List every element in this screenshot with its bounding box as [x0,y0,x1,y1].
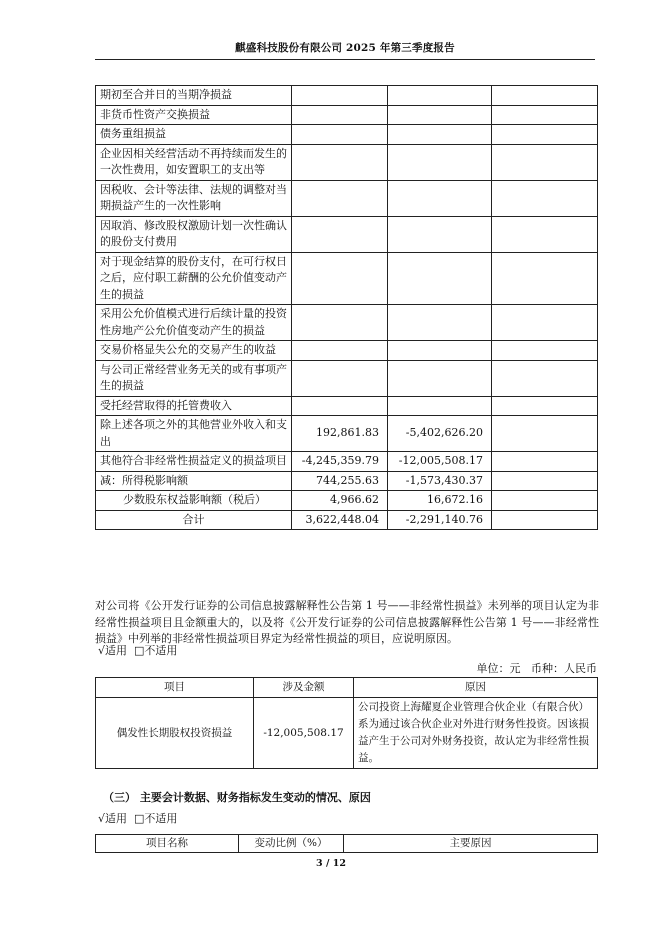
non-recurring-items-table [95,85,598,530]
value-cell [492,305,598,341]
item-cell: 合计 [96,510,292,530]
value-cell: -1,573,430.37 [388,471,492,491]
table-row [96,452,598,472]
header-divider [95,59,595,60]
value-cell [492,180,598,216]
identified-items-table [95,677,598,769]
page-number: 3 / 12 [316,858,346,869]
value-cell [492,396,598,416]
table-header-row [96,835,598,853]
value-cell [292,216,388,252]
value-cell [492,86,598,106]
value-cell [492,491,598,511]
not-applicable-label: 不适用 [144,812,178,825]
value-cell: 192,861.83 [292,416,388,452]
item-cell: 少数股东权益影响额（税后） [96,491,292,511]
table-row [96,180,598,216]
value-cell [492,125,598,145]
value-cell [492,452,598,472]
table-row [96,86,598,106]
value-cell [492,105,598,125]
change-items-table [95,834,598,853]
value-cell [388,360,492,396]
table-row [96,510,598,530]
item-cell: 因取消、修改股权激励计划一次性确认的股份支付费用 [96,216,292,252]
unchecked-box-icon: □ [134,644,145,657]
value-cell [388,305,492,341]
value-cell [492,144,598,180]
value-cell [388,144,492,180]
units-line [477,660,598,676]
item-cell: 采用公允价值模式进行后续计量的投资性房地产公允价值变动产生的损益 [96,305,292,341]
value-cell [388,396,492,416]
value-cell [292,86,388,106]
value-cell [388,252,492,305]
table-row [96,305,598,341]
header-cell: 主要原因 [344,835,598,853]
table-row [96,491,598,511]
item-cell: 债务重组损益 [96,125,292,145]
value-cell [292,360,388,396]
item-cell: 除上述各项之外的其他营业外收入和支出 [96,416,292,452]
item-cell: 减：所得税影响额 [96,471,292,491]
value-cell: -12,005,508.17 [388,452,492,472]
table-row [96,144,598,180]
table-row [96,105,598,125]
amount-cell: -12,005,508.17 [254,698,354,769]
currency-label: 币种：人民币 [531,662,597,675]
item-cell: 其他符合非经常性损益定义的损益项目 [96,452,292,472]
value-cell: -2,291,140.76 [388,510,492,530]
header-cell: 涉及金额 [254,678,354,698]
value-cell [492,341,598,361]
header-cell: 变动比例（%） [239,835,344,853]
table-row [96,396,598,416]
checked-mark: √ [98,812,106,825]
item-cell: 期初至合并日的当期净损益 [96,86,292,106]
checked-mark: √ [98,644,106,657]
item-cell: 企业因相关经营活动不再持续而发生的一次性费用，如安置职工的支出等 [96,144,292,180]
value-cell: -4,245,359.79 [292,452,388,472]
value-cell [388,105,492,125]
section-title: （三） 主要会计数据、财务指标发生变动的情况、原因 [103,791,371,804]
table-row [96,125,598,145]
header-cell: 原因 [354,678,598,698]
applicable-label: 适用 [105,812,128,825]
table-row [96,360,598,396]
value-cell [492,360,598,396]
item-cell: 非货币性资产交换损益 [96,105,292,125]
value-cell: 744,255.63 [292,471,388,491]
value-cell [292,396,388,416]
unit-label: 单位：元 [476,662,521,675]
table-row [96,416,598,452]
header-cell: 项目名称 [96,835,239,853]
report-header: 麒盛科技股份有限公司 2025 年第三季度报告 [235,42,455,54]
value-cell [388,125,492,145]
value-cell [492,252,598,305]
item-cell: 因税收、会计等法律、法规的调整对当期损益产生的一次性影响 [96,180,292,216]
value-cell [388,86,492,106]
value-cell [492,471,598,491]
table-header-row [96,678,598,698]
item-cell: 对于现金结算的股份支付，在可行权日之后，应付职工薪酬的公允价值变动产生的损益 [96,252,292,305]
unchecked-box-icon: □ [134,812,145,825]
item-cell: 与公司正常经营业务无关的或有事项产生的损益 [96,360,292,396]
value-cell [388,180,492,216]
reason-cell: 公司投资上海耀夏企业管理合伙企业（有限合伙）系为通过该合伙企业对外进行财务性投资。因该损益产生于公司对外财务投资，故认定为非经常性损益。 [354,698,598,769]
value-cell [292,341,388,361]
table-row [96,252,598,305]
table-row [96,698,598,769]
value-cell [492,416,598,452]
item-cell: 受托经营取得的托管费收入 [96,396,292,416]
item-cell: 交易价格显失公允的交易产生的收益 [96,341,292,361]
value-cell [492,510,598,530]
value-cell [292,305,388,341]
value-cell [292,144,388,180]
item-cell: 偶发性长期股权投资损益 [96,698,254,769]
value-cell [292,105,388,125]
value-cell: 4,966.62 [292,491,388,511]
table-row [96,216,598,252]
value-cell: 3,622,448.04 [292,510,388,530]
applicable-label: 适用 [105,644,128,657]
explanation-paragraph: 对公司将《公开发行证券的公司信息披露解释性公告第 1 号——非经常性损益》未列举的项目认定为非经常性损益项目且金额重大的，以及将《公开发行证券的公司信息披露解释性公告第 1 号——非经常性损益》中列举的非经常性损益项目界定为经常性损益的项目，应说明原因。 [95,599,599,645]
value-cell: 16,672.16 [388,491,492,511]
value-cell [292,125,388,145]
table-row [96,471,598,491]
value-cell [388,216,492,252]
not-applicable-label: 不适用 [144,644,178,657]
value-cell [492,216,598,252]
header-cell: 项目 [96,678,254,698]
value-cell: -5,402,626.20 [388,416,492,452]
applicable-options [98,642,177,658]
table-row [96,341,598,361]
value-cell [292,252,388,305]
applicable-options-2 [98,810,177,826]
value-cell [388,341,492,361]
value-cell [292,180,388,216]
